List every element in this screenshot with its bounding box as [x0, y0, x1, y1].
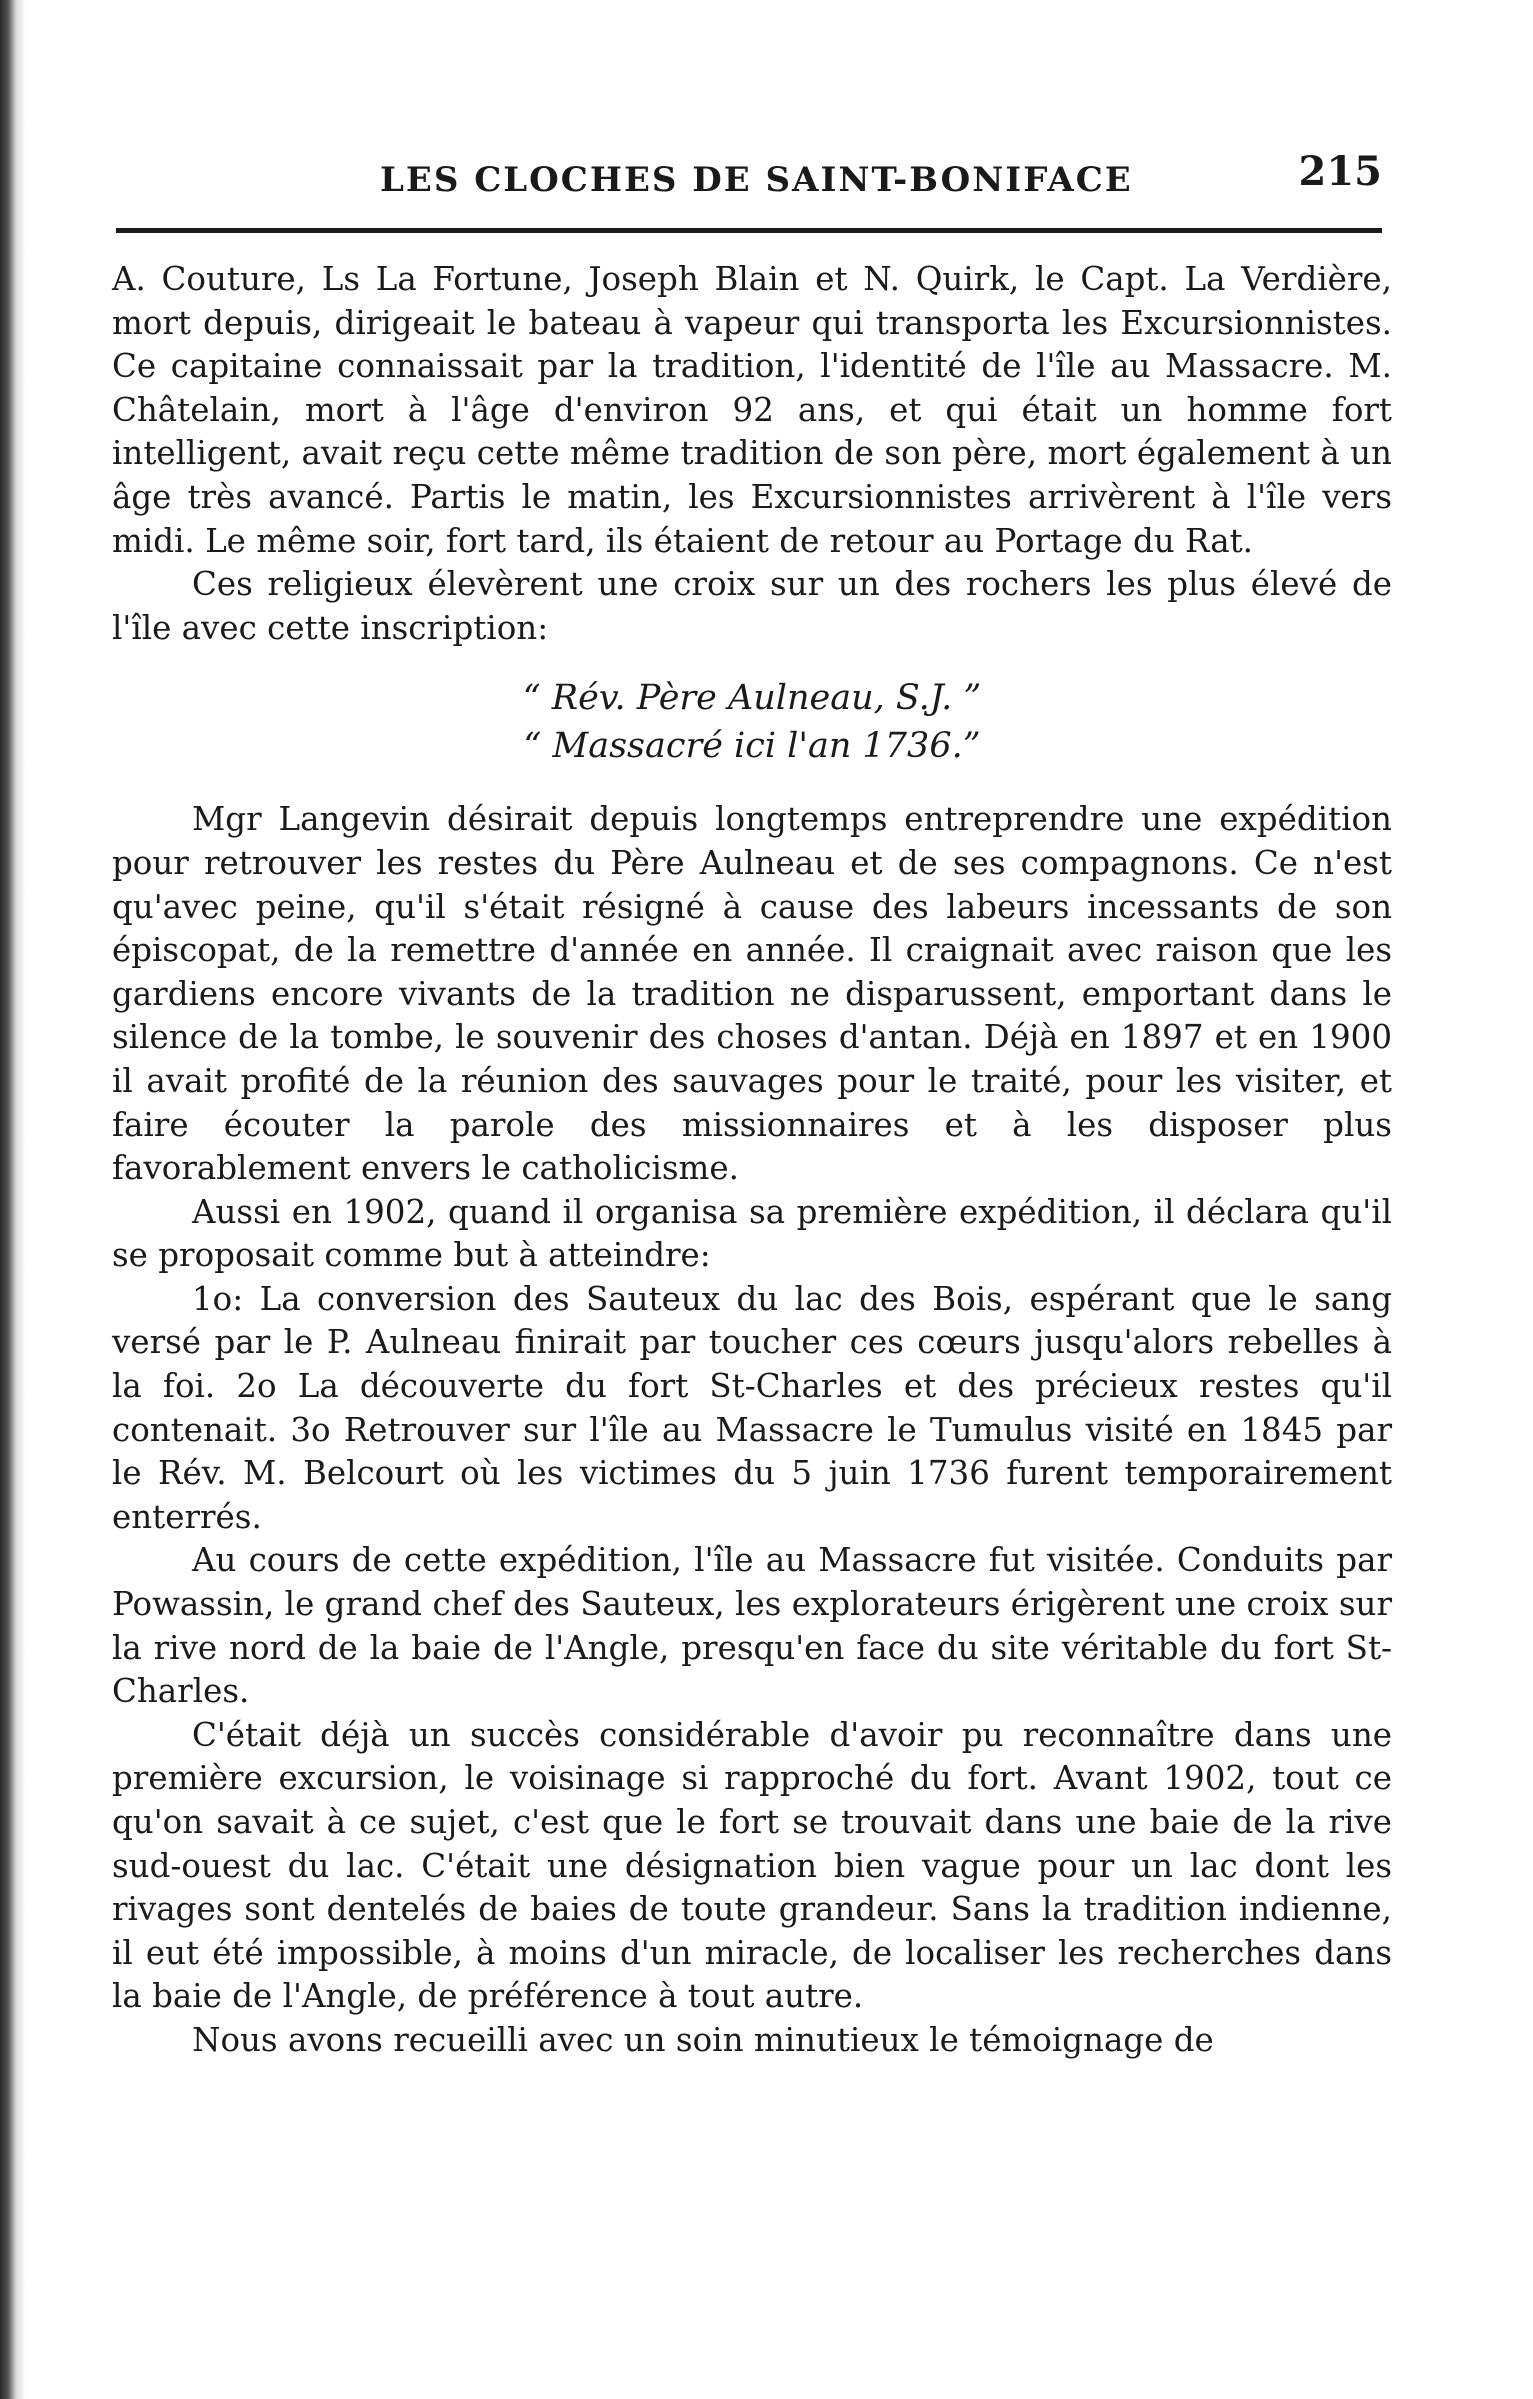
body-text [112, 258, 1392, 2063]
page-number: 215 [1298, 148, 1382, 195]
binding-edge [0, 0, 26, 2399]
paragraph: Au cours de cette expédition, l'île au Massacre fut visitée. Conduits par Powassin, le grand chef des Sauteux, les explorateurs érigèrent une croix sur la rive nord de la baie de l'Angle, presqu'en face du site véritable du fort St-Charles. [112, 1541, 1392, 1711]
paragraph: Aussi en 1902, quand il organisa sa première expédition, il déclara qu'il se proposait comme but à atteindre: [112, 1192, 1392, 1275]
paragraph: 1o: La conversion des Sauteux du lac des Bois, espérant que le sang versé par le P. Aulneau finirait par toucher ces cœurs jusqu'alors rebelles à la foi. 2o La découverte du fort St-Charles et des précieux restes qu'il contenait. 3o Retrouver sur l'île au Massacre le Tumulus visité en 1845 par le Rév. M. Belcourt où les victimes du 5 juin 1736 furent temporairement enterrés. [112, 1279, 1392, 1536]
inscription-line: “ Massacré ici l'an 1736.” [523, 726, 981, 767]
page-header [112, 140, 1382, 200]
header-rule [116, 228, 1382, 233]
running-title: LES CLOCHES DE SAINT-BONIFACE [380, 160, 1133, 200]
paragraph: Mgr Langevin désirait depuis longtemps entreprendre une expédition pour retrouver les restes du Père Aulneau et de ses compagnons. Ce n'est qu'avec peine, qu'il s'était résigné à cause des labeurs incessants de son épiscopat, de la remettre d'année en année. Il craignait avec raison que les gardiens encore vivants de la tradition ne disparussent, emportant dans le silence de la tombe, le souvenir des choses d'antan. Déjà en 1897 et en 1900 il avait profité de la réunion des sauvages pour le traité, pour les visiter, et faire écouter la parole des missionnaires et à les disposer plus favorablement envers le catholicisme. [112, 800, 1392, 1188]
inscription-line: “ Rév. Père Aulneau, S.J. ” [522, 678, 982, 719]
paragraph: A. Couture, Ls La Fortune, Joseph Blain et N. Quirk, le Capt. La Verdière, mort depuis, dirigeait le bateau à vapeur qui transporta les Excursionnistes. Ce capitaine connaissait par la tradition, l'identité de l'île au Massacre. M. Châtelain, mort à l'âge d'environ 92 ans, et qui était un homme fort intelligent, avait reçu cette même tradition de son père, mort également à un âge très avancé. Partis le matin, les Excursionnistes arrivèrent à l'île vers midi. Le même soir, fort tard, ils étaient de retour au Portage du Rat. [112, 260, 1392, 560]
paragraph: Ces religieux élevèrent une croix sur un des rochers les plus élevé de l'île avec cette inscription: [112, 565, 1392, 647]
paragraph: Nous avons recueilli avec un soin minutieux le témoignage de [192, 2020, 1214, 2059]
inscription [112, 674, 1392, 770]
paragraph: C'était déjà un succès considérable d'avoir pu reconnaître dans une première excursion, le voisinage si rapproché du fort. Avant 1902, tout ce qu'on savait à ce sujet, c'est que le fort se trouvait dans une baie de la rive sud-ouest du lac. C'était une désignation bien vague pour un lac dont les rivages sont dentelés de baies de toute grandeur. Sans la tradition indienne, il eut été impossible, à moins d'un miracle, de localiser les recherches dans la baie de l'Angle, de préférence à tout autre. [112, 1715, 1392, 2016]
